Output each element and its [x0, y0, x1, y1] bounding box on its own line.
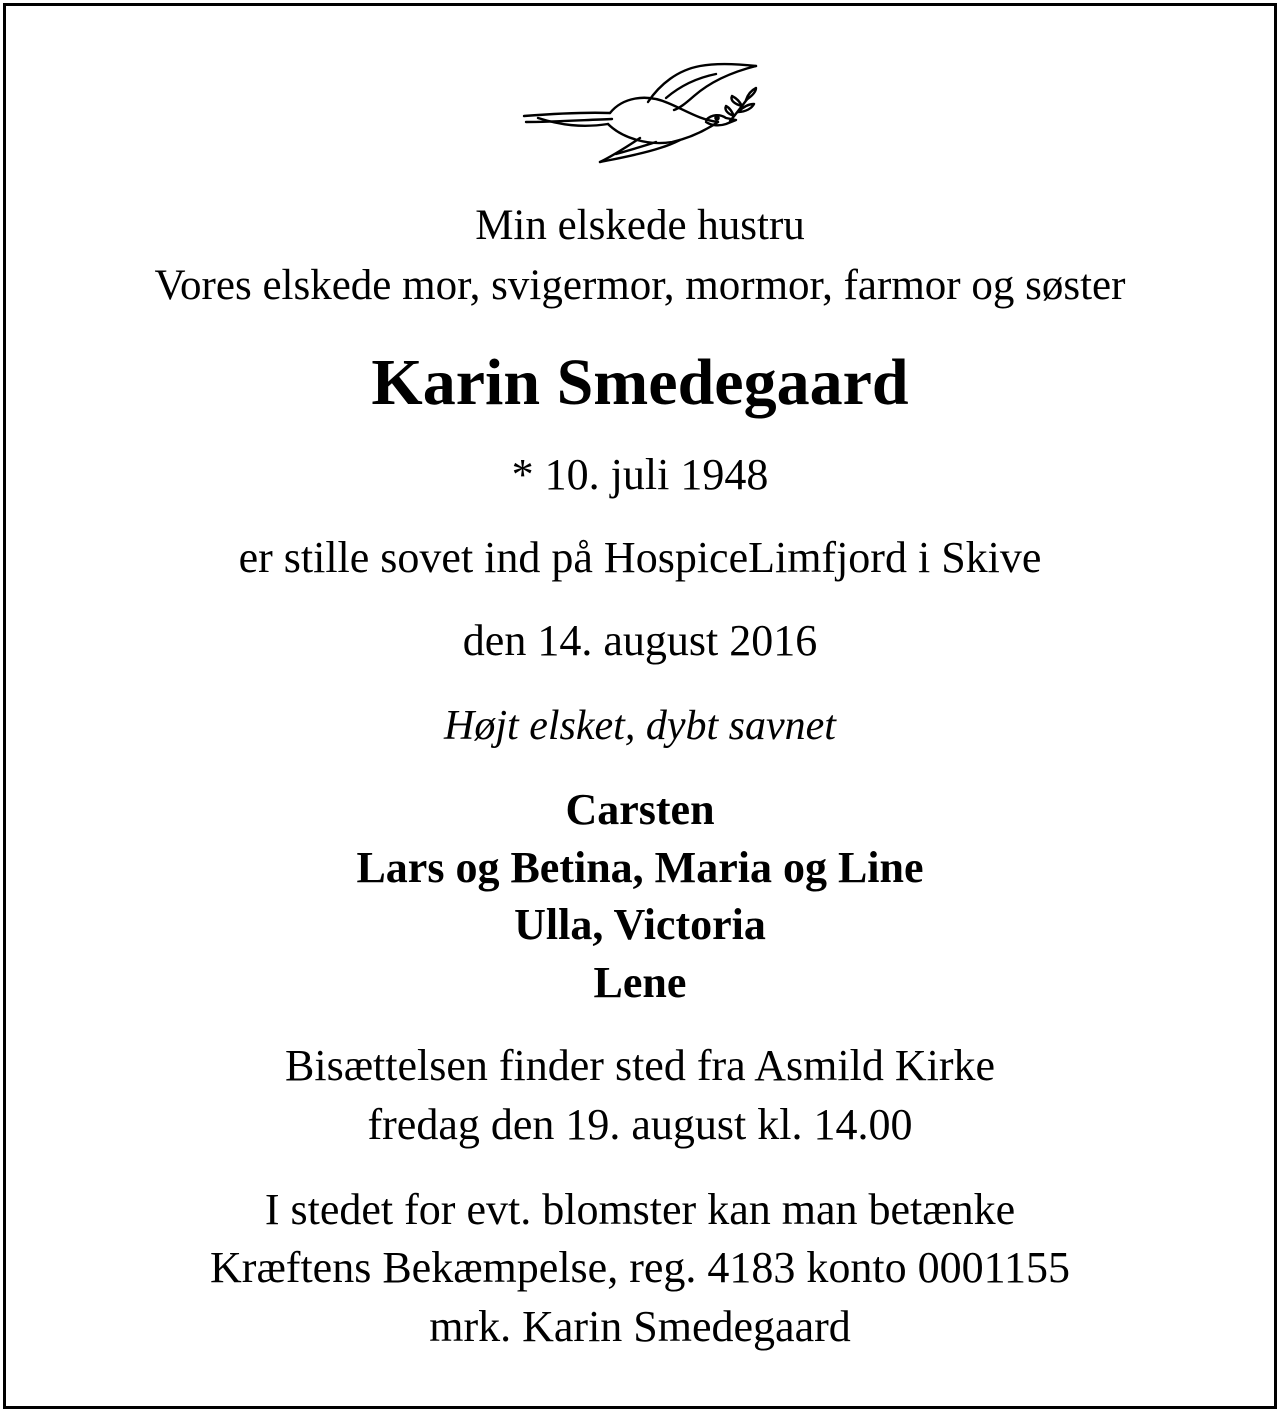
intro-line-1: Min elskede hustru — [475, 202, 805, 249]
birth-date: * 10. juli 1948 — [511, 450, 769, 499]
intro-line-2: Vores elskede mor, svigermor, mormor, farmor og søster — [154, 262, 1126, 309]
deceased-name: Karin Smedegaard — [371, 346, 909, 419]
donation-line-3: mrk. Karin Smedegaard — [429, 1302, 851, 1351]
dove-with-olive-branch-icon — [520, 58, 765, 168]
donation-line-1: I stedet for evt. blomster kan man betænke — [264, 1185, 1016, 1234]
family-line-3: Ulla, Victoria — [514, 900, 766, 949]
death-date: den 14. august 2016 — [462, 616, 818, 665]
funeral-line-1: Bisættelsen finder sted fra Asmild Kirke — [285, 1041, 995, 1090]
family-line-4: Lene — [593, 958, 687, 1007]
memorial-motto: Højt elsket, dybt savnet — [444, 703, 836, 749]
funeral-line-2: fredag den 19. august kl. 14.00 — [367, 1100, 913, 1149]
donation-line-2: Kræftens Bekæmpelse, reg. 4183 konto 0001155 — [210, 1243, 1070, 1292]
family-line-2: Lars og Betina, Maria og Line — [356, 843, 924, 892]
death-place: er stille sovet ind på HospiceLimfjord i Skive — [238, 533, 1042, 582]
family-line-1: Carsten — [565, 785, 715, 834]
